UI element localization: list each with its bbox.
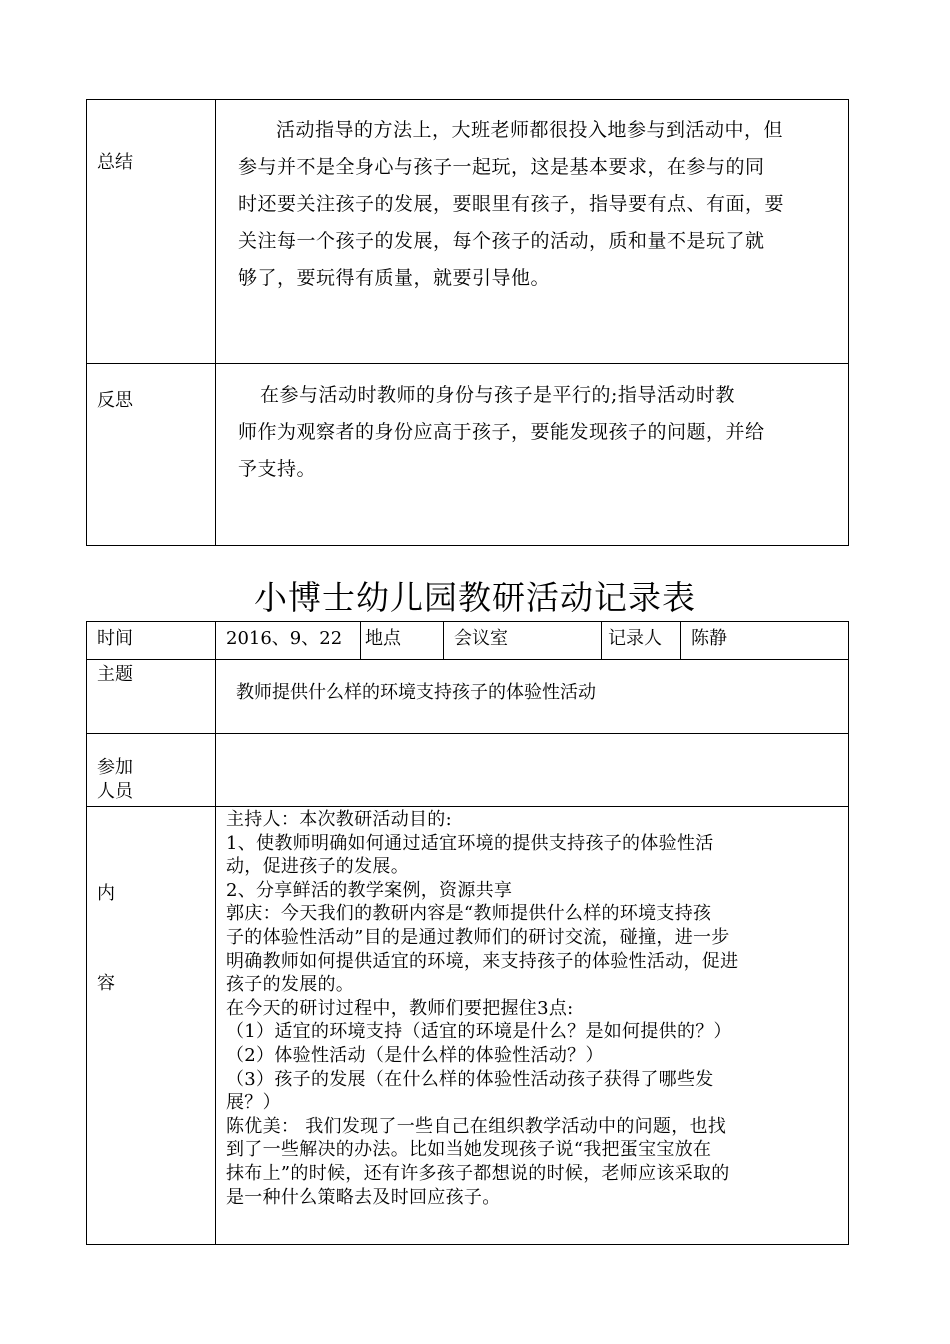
content-label-bottom: 容 (97, 973, 115, 994)
summary-line: 活动指导的方法上，大班老师都很投入地参与到活动中，但 (276, 119, 784, 141)
content-line: 抹布上”的时候，还有许多孩子都想说的时候，老师应该采取的 (226, 1162, 730, 1184)
summary-row (87, 100, 849, 364)
content-label-cell (87, 807, 216, 1245)
participants-label (87, 734, 215, 804)
content-row (87, 807, 849, 1245)
reflection-text (216, 364, 848, 488)
reflection-line: 在参与活动时教师的身份与孩子是平行的;指导活动时教 (260, 384, 735, 406)
content-line: 2、分享鲜活的教学案例，资源共享 (226, 879, 513, 901)
reflection-row (87, 364, 849, 546)
summary-line: 够了，要玩得有质量，就要引导他。 (238, 267, 551, 289)
content-line: （1）适宜的环境支持（适宜的环境是什么？是如何提供的？） (226, 1021, 732, 1043)
theme-value-cell (216, 660, 849, 734)
participants-label-line: 参加 (97, 757, 133, 778)
recorder-label: 记录人 (608, 628, 662, 649)
content-text-cell (216, 807, 849, 1245)
content-line: 在今天的研讨过程中，教师们要把握住3点: (226, 997, 574, 1019)
summary-line: 关注每一个孩子的发展，每个孩子的活动，质和量不是玩了就 (238, 230, 765, 252)
time-value: 2016、9、22 (226, 628, 343, 649)
summary-text (216, 100, 848, 297)
summary-reflection-table (86, 99, 849, 546)
theme-row (87, 660, 849, 734)
record-title: 小博士幼儿园教研活动记录表 (254, 578, 696, 617)
content-line: 1、使教师明确如何通过适宜环境的提供支持孩子的体验性活 (226, 832, 714, 854)
content-line: 动，促进孩子的发展。 (226, 856, 409, 878)
summary-line: 参与并不是全身心与孩子一起玩，这是基本要求，在参与的同 (238, 156, 765, 178)
time-label: 时间 (97, 628, 133, 649)
summary-label: 总结 (97, 152, 133, 173)
recorder-label-cell (602, 622, 681, 660)
content-line: 到了一些解决的办法。比如当她发现孩子说“我把蛋宝宝放在 (226, 1139, 712, 1161)
reflection-line: 师作为观察者的身份应高于孩子，要能发现孩子的问题，并给 (238, 421, 765, 443)
time-row (87, 622, 849, 660)
reflection-label: 反思 (97, 390, 133, 411)
participants-label-line: 人员 (97, 781, 133, 802)
participants-label-cell (87, 734, 216, 807)
content-text (216, 807, 848, 1209)
time-label-cell (87, 622, 216, 660)
content-line: （3）孩子的发展（在什么样的体验性活动孩子获得了哪些发 (226, 1068, 714, 1090)
place-label: 地点 (365, 628, 401, 649)
recorder-value: 陈静 (691, 628, 727, 649)
place-value-cell (444, 622, 602, 660)
place-label-cell (361, 622, 444, 660)
content-line: 陈优美： 我们发现了一些自己在组织教学活动中的问题，也找 (226, 1115, 727, 1137)
reflection-line: 予支持。 (238, 458, 317, 480)
theme-value: 教师提供什么样的环境支持孩子的体验性活动 (236, 682, 596, 703)
place-value: 会议室 (454, 628, 508, 649)
participants-row (87, 734, 849, 807)
summary-line: 时还要关注孩子的发展，要眼里有孩子，指导要有点、有面，要 (238, 193, 785, 215)
content-line: 孩子的发展的。 (226, 974, 355, 996)
participants-value-cell (216, 734, 849, 807)
content-line: 子的体验性活动”目的是通过教师们的研讨交流，碰撞，进一步 (226, 926, 730, 948)
content-label-top: 内 (97, 883, 115, 904)
content-line: 是一种什么策略去及时回应孩子。 (226, 1186, 501, 1208)
recorder-value-cell (681, 622, 849, 660)
time-value-cell (216, 622, 361, 660)
content-line: （2）体验性活动（是什么样的体验性活动？） (226, 1044, 604, 1066)
summary-label-cell (87, 100, 216, 364)
content-line: 郭庆：今天我们的教研内容是“教师提供什么样的环境支持孩 (226, 903, 712, 925)
reflection-text-cell (216, 364, 849, 546)
reflection-label-cell (87, 364, 216, 546)
content-line: 明确教师如何提供适宜的环境，来支持孩子的体验性活动，促进 (226, 950, 739, 972)
theme-label-cell (87, 660, 216, 734)
summary-text-cell (216, 100, 849, 364)
theme-label: 主题 (97, 664, 133, 685)
content-line: 主持人：本次教研活动目的: (226, 809, 452, 830)
record-table (86, 621, 849, 1245)
content-line: 展？） (226, 1092, 281, 1114)
